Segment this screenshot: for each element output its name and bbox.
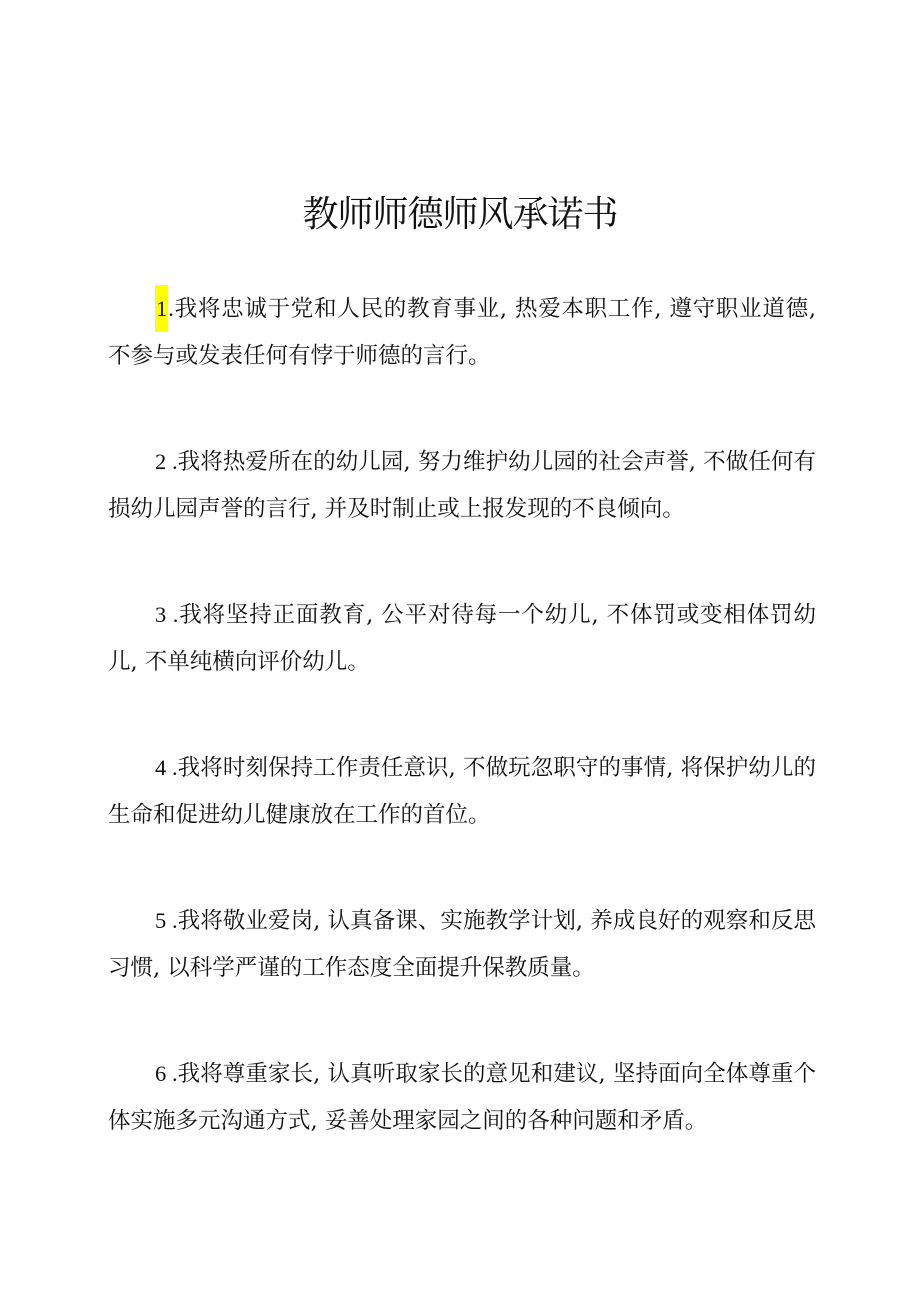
pledge-item-4 [108,744,816,839]
pledge-number-3: 3 [155,602,173,627]
pledge-item-1 [108,285,816,380]
pledge-text-3: 我将坚持正面教育, 公平对待每一个幼儿, 不体罚或变相体罚幼儿, 不单纯横向评价幼儿。 [108,602,816,675]
pledge-item-3 [108,591,816,686]
pledge-separator-6: . [171,1061,178,1086]
pledge-item-6 [108,1050,816,1145]
pledge-text-5: 我将敬业爱岗, 认真备课、实施教学计划, 养成良好的观察和反思习惯, 以科学严谨的工作态度全面提升保教质量。 [108,908,816,981]
pledge-number-6: 6 [155,1061,172,1086]
pledge-separator-3: . [172,602,179,627]
pledge-text-2: 我将热爱所在的幼儿园, 努力维护幼儿园的社会声誉, 不做任何有损幼儿园声誉的言行, 并及时制止或上报发现的不良倾向。 [108,449,816,522]
pledge-separator-2: . [171,449,178,474]
pledge-separator-4: . [171,755,178,780]
pledge-text-6: 我将尊重家长, 认真听取家长的意见和建议, 坚持面向全体尊重个体实施多元沟通方式, 妥善处理家园之间的各种问题和矛盾。 [108,1061,816,1134]
pledge-number-2: 2 [155,449,172,474]
pledge-separator-5: . [171,908,178,933]
pledge-number-1: 1 [155,285,168,332]
document-title: 教师师德师风承诺书 [302,194,618,235]
pledge-separator-1: . [168,296,174,321]
pledge-item-2 [108,438,816,533]
pledge-number-5: 5 [155,908,172,933]
pledge-item-5 [108,897,816,992]
pledge-text-4: 我将时刻保持工作责任意识, 不做玩忽职守的事情, 将保护幼儿的生命和促进幼儿健康放在工作的首位。 [108,755,816,828]
pledge-list [108,285,816,1203]
pledge-text-1: 我将忠诚于党和人民的教育事业, 热爱本职工作, 遵守职业道德, 不参与或发表任何有悖于师德的言行。 [108,296,816,369]
pledge-number-4: 4 [155,755,172,780]
